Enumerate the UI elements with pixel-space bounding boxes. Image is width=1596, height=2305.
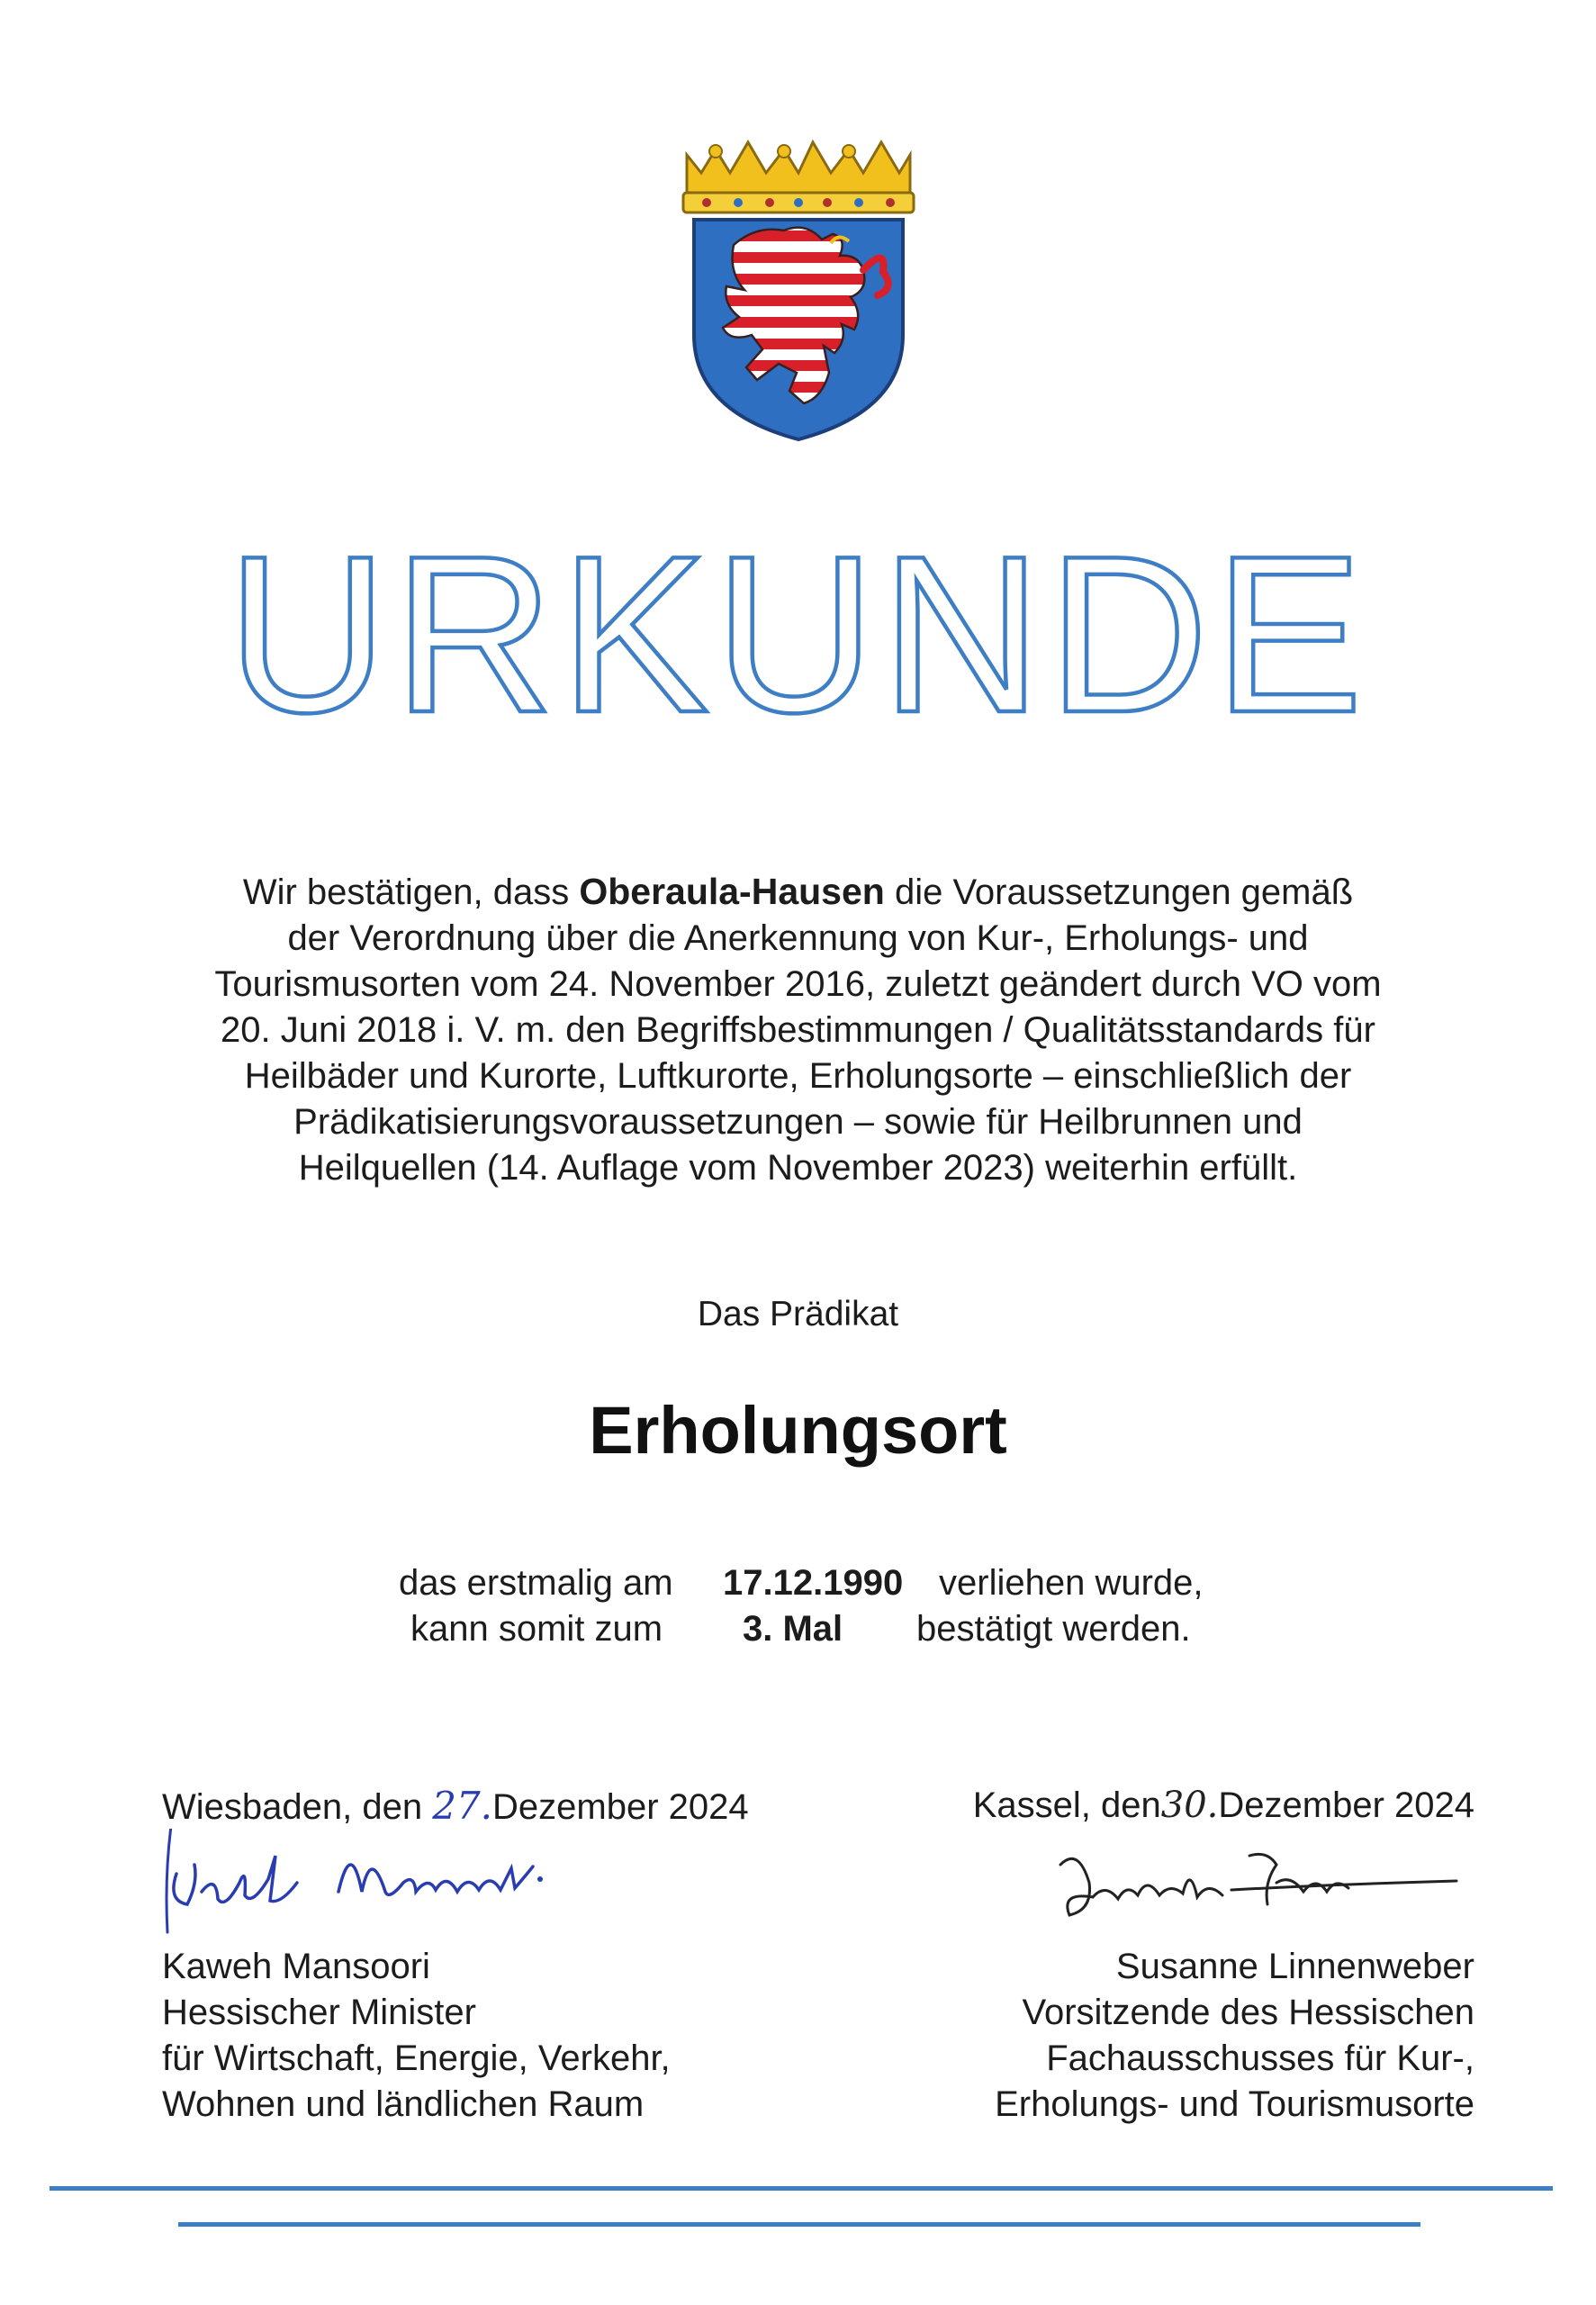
body-line-7: Heilquellen (14. Auflage vom November 2023) weiterhin erfüllt. <box>298 1148 1298 1188</box>
body-line-2: der Verordnung über die Anerkennung von Kur-, Erholungs- und <box>287 918 1309 958</box>
praedikat-label: Das Prädikat <box>697 1295 899 1333</box>
count-prefix: kann somit zum <box>410 1609 663 1649</box>
count-suffix: bestätigt werden. <box>916 1609 1191 1649</box>
handwritten-signature-right <box>1006 1829 1474 1944</box>
body-line-3: Tourismusorten vom 24. November 2016, zuletzt geändert durch VO vom <box>214 964 1382 1004</box>
first-award-prefix: das erstmalig am <box>399 1563 673 1603</box>
confirmation-block <box>378 1560 1278 1652</box>
place-name: Oberaula-Hausen <box>579 871 885 912</box>
footer-rule-top <box>50 2186 1553 2191</box>
signature-block-right <box>790 1783 1474 2128</box>
signatory-left-role-3: Wohnen und ländlichen Raum <box>162 2084 645 2124</box>
footer-rule-bottom <box>178 2222 1420 2227</box>
body-line-4: 20. Juni 2018 i. V. m. den Begriffsbestimmungen / Qualitätsstandards für <box>221 1010 1375 1050</box>
confirmation-count: 3. Mal <box>743 1609 843 1649</box>
signatory-right-details <box>790 1944 1474 2128</box>
svg-text:URKUNDE: URKUNDE <box>226 531 1369 738</box>
praedikat-value: Erholungsort <box>589 1393 1007 1468</box>
signatory-left-name: Kaweh Mansoori <box>162 1947 430 1986</box>
signatory-left-role-1: Hessischer Minister <box>162 1993 476 2032</box>
signatory-right-role-1: Vorsitzende des Hessischen <box>1022 1993 1474 2032</box>
signatory-left-role-2: für Wirtschaft, Energie, Verkehr, <box>162 2038 671 2078</box>
handwritten-signature-left <box>162 1829 630 1944</box>
signature-block-left <box>162 1783 846 2128</box>
signatory-left-details <box>162 1944 846 2128</box>
signatory-right-role-2: Fachausschusses für Kur-, <box>1046 2038 1474 2078</box>
signatory-right-name: Susanne Linnenweber <box>1115 1947 1474 1986</box>
body-line-1: Wir bestätigen, dass Oberaula-Hausen die Voraussetzungen gemäß <box>242 871 1354 912</box>
crown-icon <box>683 142 914 212</box>
body-line-5: Heilbäder und Kurorte, Luftkurorte, Erholungsorte – einschließlich der <box>244 1056 1352 1096</box>
first-award-suffix: verliehen wurde, <box>939 1563 1204 1603</box>
place-date-right: Kassel, den30.Dezember 2024 <box>972 1785 1474 1826</box>
certification-text <box>135 869 1461 1191</box>
place-date-left: Wiesbaden, den 27.Dezember 2024 <box>162 1784 749 1828</box>
handwritten-day-right: 30. <box>1160 1785 1219 1826</box>
document-title <box>0 531 1596 738</box>
confirmation-row-2 <box>378 1606 1278 1652</box>
body-line-6: Prädikatisierungsvoraussetzungen – sowie für Heilbrunnen und <box>293 1102 1303 1142</box>
confirmation-row-1 <box>378 1560 1278 1606</box>
hesse-coat-of-arms-icon <box>671 137 927 443</box>
handwritten-day-left: 27. <box>432 1784 493 1828</box>
signatory-right-role-3: Erholungs- und Tourismusorte <box>995 2084 1474 2124</box>
first-award-date: 17.12.1990 <box>723 1563 904 1603</box>
